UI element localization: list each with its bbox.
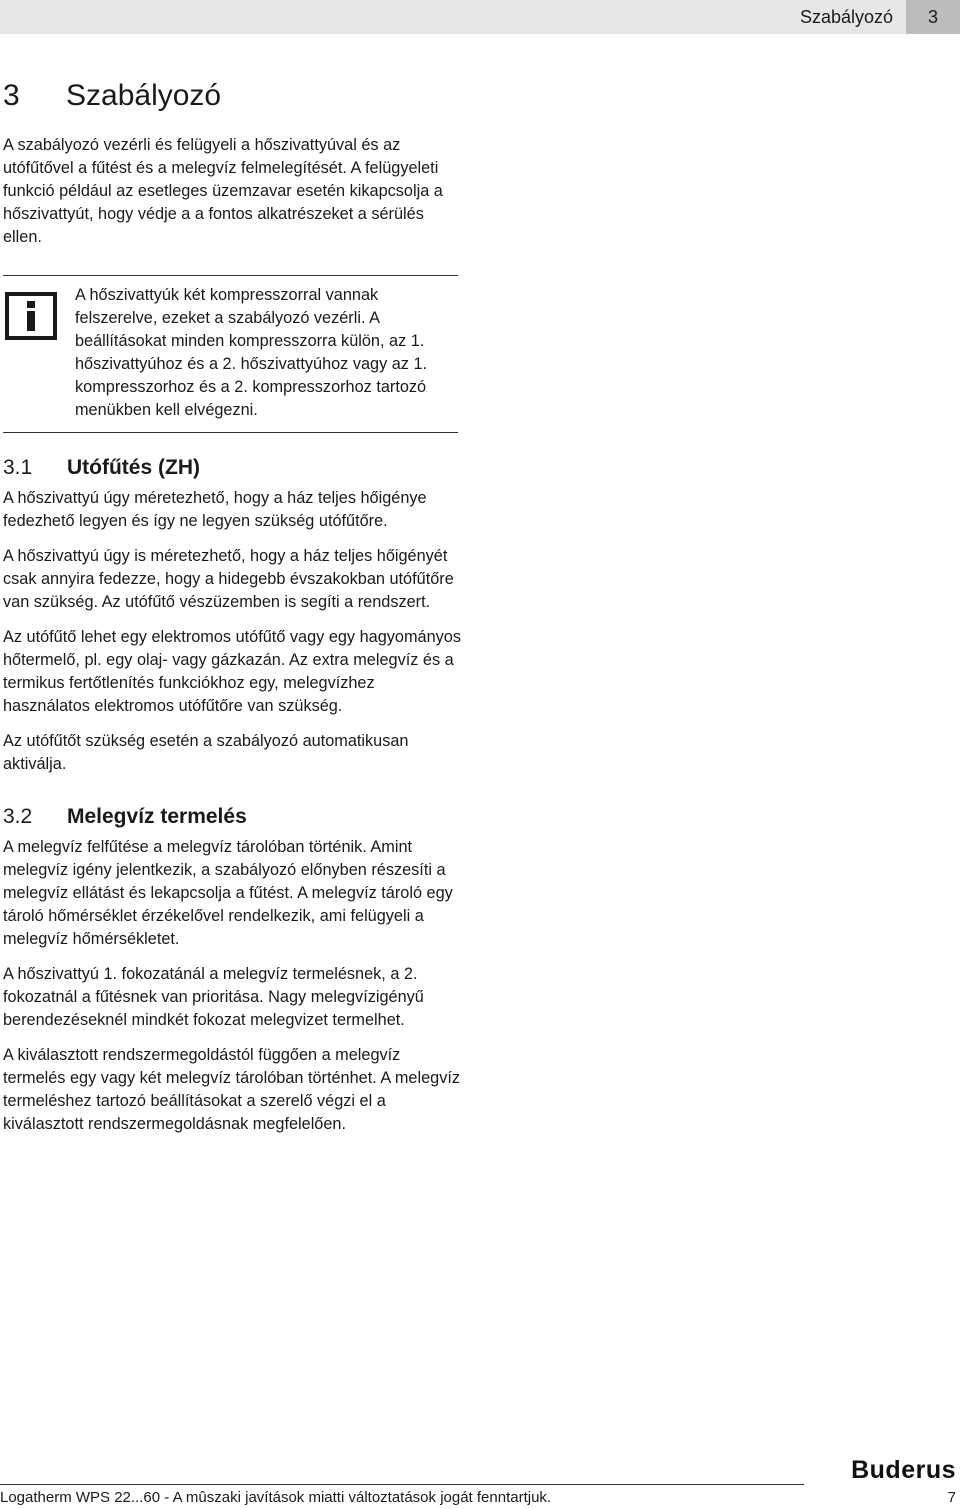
header-title: Szabályozó (799, 7, 893, 27)
info-icon (5, 292, 57, 340)
page-number: 7 (947, 1489, 956, 1506)
section-title: Szabályozó (66, 79, 222, 112)
brand-logo: Buderus (851, 1456, 956, 1484)
subsection-heading-3-1 (3, 453, 461, 483)
main-content (3, 74, 461, 1136)
subsection-title: Utófűtés (ZH) (67, 456, 200, 479)
footer-text: Logatherm WPS 22...60 - A mûszaki javítások miatti változtatások jogát fenntartjuk. (0, 1489, 552, 1506)
paragraph: A hőszivattyú úgy is méretezhető, hogy a ház teljes hőigényét csak annyira fedezze, hogy a hidegebb évszakokban utófűtőre van szükség. Az utófűtő vészüzemben is segíti a rendszert. (3, 547, 454, 611)
section-intro: A szabályozó vezérli és felügyeli a hőszivattyúval és az utófűtővel a fűtést és a melegvíz felmelegítését. A felügyeleti funkció például az esetleges üzemzavar esetén kikapcsolja a hőszivattyút, hogy védje a a fontos alkatrészeket a sérülés ellen. (3, 136, 443, 246)
subsection-number: 3.2 (3, 805, 33, 828)
paragraph: Az utófűtőt szükség esetén a szabályozó automatikusan aktiválja. (3, 732, 409, 773)
paragraph: A kiválasztott rendszermegoldástól függően a melegvíz termelés egy vagy két melegvíz tárolóban történhet. A melegvíz termeléshez tartozó beállításokat a szerelő végzi el a kiválasztott rendszermegoldásnak megfelelően. (3, 1046, 461, 1133)
subsection-title: Melegvíz termelés (67, 805, 247, 828)
subsection-heading-3-2 (3, 802, 461, 832)
section-number: 3 (3, 79, 20, 112)
paragraph: A hőszivattyú 1. fokozatánál a melegvíz termelésnek, a 2. fokozatnál a fűtésnek van prioritása. Nagy melegvízigényű berendezéseknél mindkét fokozat melegvizet termelhet. (3, 965, 424, 1029)
subsection-number: 3.1 (3, 456, 33, 479)
info-note (3, 275, 458, 433)
header-chapter-number: 3 (906, 0, 960, 34)
note-text: A hőszivattyúk két kompresszorral vannak felszerelve, ezeket a szabályozó vezérli. A beállításokat minden kompresszorra külön, az 1. hőszivattyúhoz és a 2. hőszivattyúhoz vagy az 1. kompresszorhoz és a 2. kompresszorhoz tartozó menükben kell elvégezni. (75, 286, 428, 419)
page-header (0, 0, 960, 34)
paragraph: Az utófűtő lehet egy elektromos utófűtő vagy egy hagyományos hőtermelő, pl. egy olaj- vagy gázkazán. Az extra melegvíz és a termikus fertőtlenítés funkciókhoz egy, melegvízhez használatos elektromos utófűtőre van szükség. (3, 628, 461, 715)
paragraph: A hőszivattyú úgy méretezhető, hogy a ház teljes hőigénye fedezhető legyen és így ne legyen szükség utófűtőre. (3, 489, 427, 530)
paragraph: A melegvíz felfűtése a melegvíz tárolóban történik. Amint melegvíz igény jelentkezik, a szabályozó előnyben részesíti a melegvíz ellátást és lekapcsolja a fűtést. A melegvíz tároló egy tároló hőmérséklet érzékelővel rendelkezik, ami felügyeli a melegvíz hőmérsékletet. (3, 838, 453, 948)
footer-divider (0, 1484, 804, 1485)
section-heading (3, 74, 461, 118)
